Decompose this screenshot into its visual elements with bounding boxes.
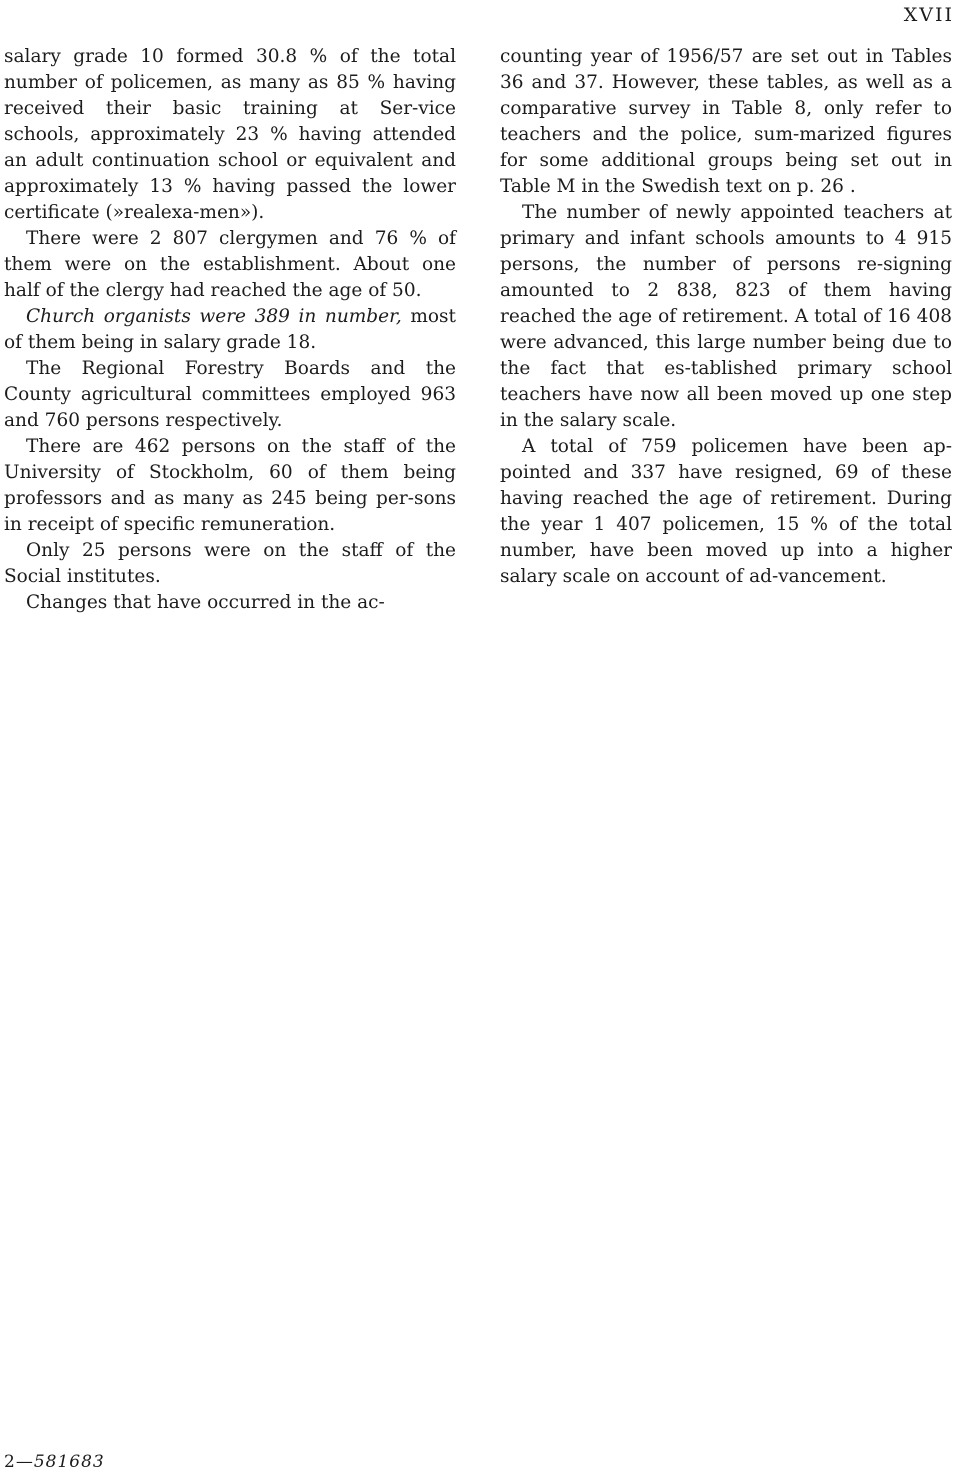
paragraph-accounting-year: counting year of 1956/57 are set out in Tables 36 and 37. However, these tables, as well as a comparative survey in Table 8, only refer to teachers and the police, sum-marized figures for some additional groups being set out in Table M in the Swedish text on p. 26 . (500, 46, 952, 197)
left-text-column (4, 44, 456, 616)
church-organists-rest: most of them being in salary grade 18. (4, 306, 456, 353)
paragraph-forestry-boards: The Regional Forestry Boards and the County agricultural committees employed 963 and 760 persons respectively. (4, 358, 456, 431)
paragraph-police-grades: salary grade 10 formed 30.8 % of the total number of policemen, as many as 85 % having received their basic training at Ser-vice schools, approximately 23 % having attended an adult continuation school or equivalent and approximately 13 % having passed the lower certificate (»realexa-men»). (4, 46, 456, 223)
church-organists-lead: Church organists were 389 in number, (26, 306, 402, 327)
paragraph-social-institutes: Only 25 persons were on the staff of the Social institutes. (4, 540, 456, 587)
paragraph-changes: Changes that have occurred in the ac- (26, 592, 385, 613)
paragraph-clergymen: There were 2 807 clergymen and 76 % of them were on the establishment. About one half of the clergy had reached the age of 50. (4, 228, 456, 301)
right-text-column (500, 44, 952, 590)
paragraph-church-organists (4, 304, 456, 356)
paragraph-university-stockholm: There are 462 persons on the staff of the University of Stockholm, 60 of them being professors and as many as 245 being per-sons in receipt of specific remuneration. (4, 436, 456, 535)
footer-job-code: 581683 (33, 1452, 105, 1472)
footer-sheet-number: 2— (4, 1452, 34, 1472)
paragraph-policemen-appointed: A total of 759 policemen have been ap-pointed and 337 have resigned, 69 of these having reached the age of retirement. During the year 1 407 policemen, 15 % of the total number, have been moved up into a higher salary scale on account of ad-vancement. (500, 436, 952, 587)
paragraph-teachers: The number of newly appointed teachers at primary and infant schools amounts to 4 915 persons, the number of persons re-signing amounted to 2 838, 823 of them having reached the age of retirement. A total of 16 408 were advanced, this large number being due to the fact that es-tablished primary school teachers have now all been moved up one step in the salary scale. (500, 202, 952, 431)
page-number: XVII (903, 4, 954, 26)
footer-print-code (4, 1452, 105, 1472)
